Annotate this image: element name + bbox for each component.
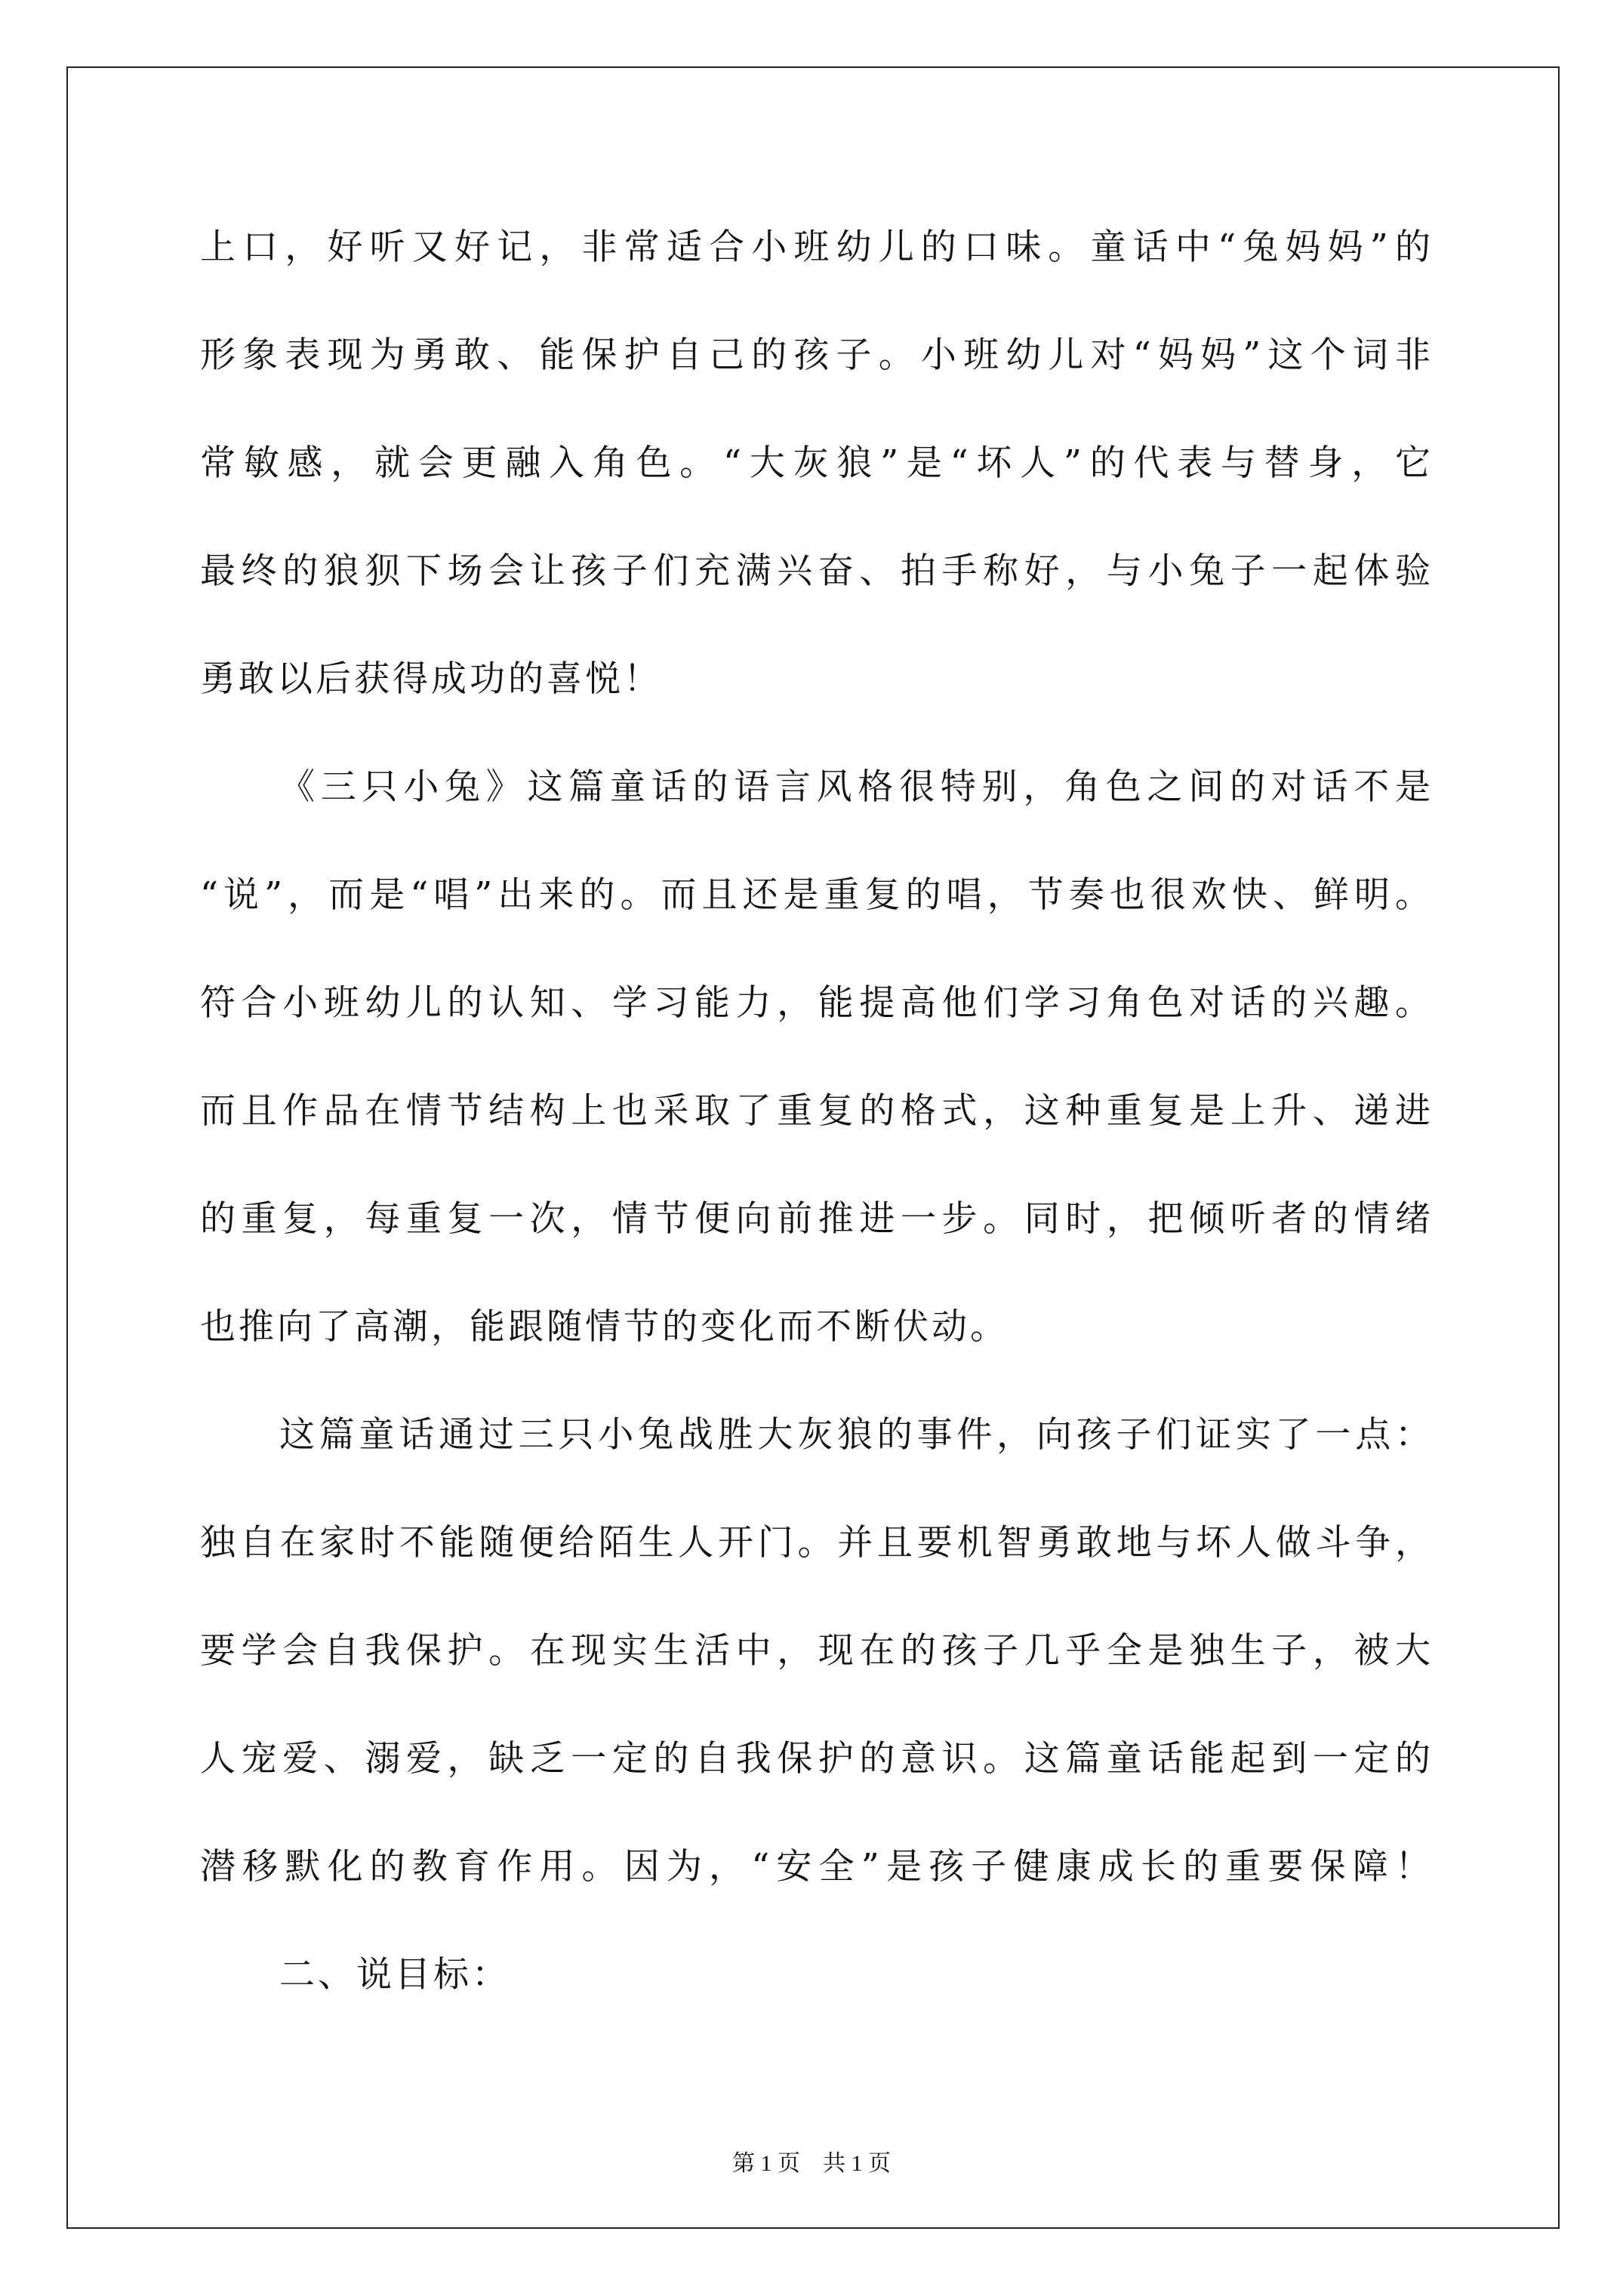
text-line: 上口，好听又好记，非常适合小班幼儿的口味。童话中“兔妈妈”的 [200, 227, 1431, 268]
page-footer [0, 2144, 1623, 2177]
text-line: 常敏感，就会更融入角色。“大灰狼”是“坏人”的代表与替身，它 [200, 442, 1431, 484]
text-line: 人宠爱、溺爱，缺乏一定的自我保护的意识。这篇童话能起到一定的 [200, 1738, 1431, 1780]
text-line: “说”，而是“唱”出来的。而且还是重复的唱，节奏也很欢快、鲜明。 [200, 874, 1431, 916]
text-line: 形象表现为勇敢、能保护自己的孩子。小班幼儿对“妈妈”这个词非 [200, 334, 1431, 376]
page-frame [66, 66, 1560, 2229]
text-line: 最终的狼狈下场会让孩子们充满兴奋、拍手称好，与小兔子一起体验 [200, 550, 1431, 592]
page-total: 共 1 页 [823, 2151, 891, 2176]
section-heading: 二、说目标： [279, 1954, 510, 1996]
text-line: 勇敢以后获得成功的喜悦！ [200, 658, 662, 700]
text-line: 而且作品在情节结构上也采取了重复的格式，这种重复是上升、递进 [200, 1090, 1431, 1132]
text-line: 要学会自我保护。在现实生活中，现在的孩子几乎全是独生子，被大 [200, 1630, 1431, 1672]
text-line: 潜移默化的教育作用。因为，“安全”是孩子健康成长的重要保障！ [200, 1846, 1431, 1888]
text-line: 独自在家时不能随便给陌生人开门。并且要机智勇敢地与坏人做斗争， [200, 1522, 1431, 1564]
paragraph-first-line: 这篇童话通过三只小兔战胜大灰狼的事件，向孩子们证实了一点： [279, 1414, 1431, 1456]
page-number: 第 1 页 [732, 2151, 800, 2176]
paragraph-first-line: 《三只小兔》这篇童话的语言风格很特别，角色之间的对话不是 [279, 766, 1431, 808]
text-line: 的重复，每重复一次，情节便向前推进一步。同时，把倾听者的情绪 [200, 1198, 1431, 1240]
text-line: 也推向了高潮，能跟随情节的变化而不断伏动。 [200, 1306, 1009, 1348]
text-line: 符合小班幼儿的认知、学习能力，能提高他们学习角色对话的兴趣。 [200, 982, 1431, 1024]
